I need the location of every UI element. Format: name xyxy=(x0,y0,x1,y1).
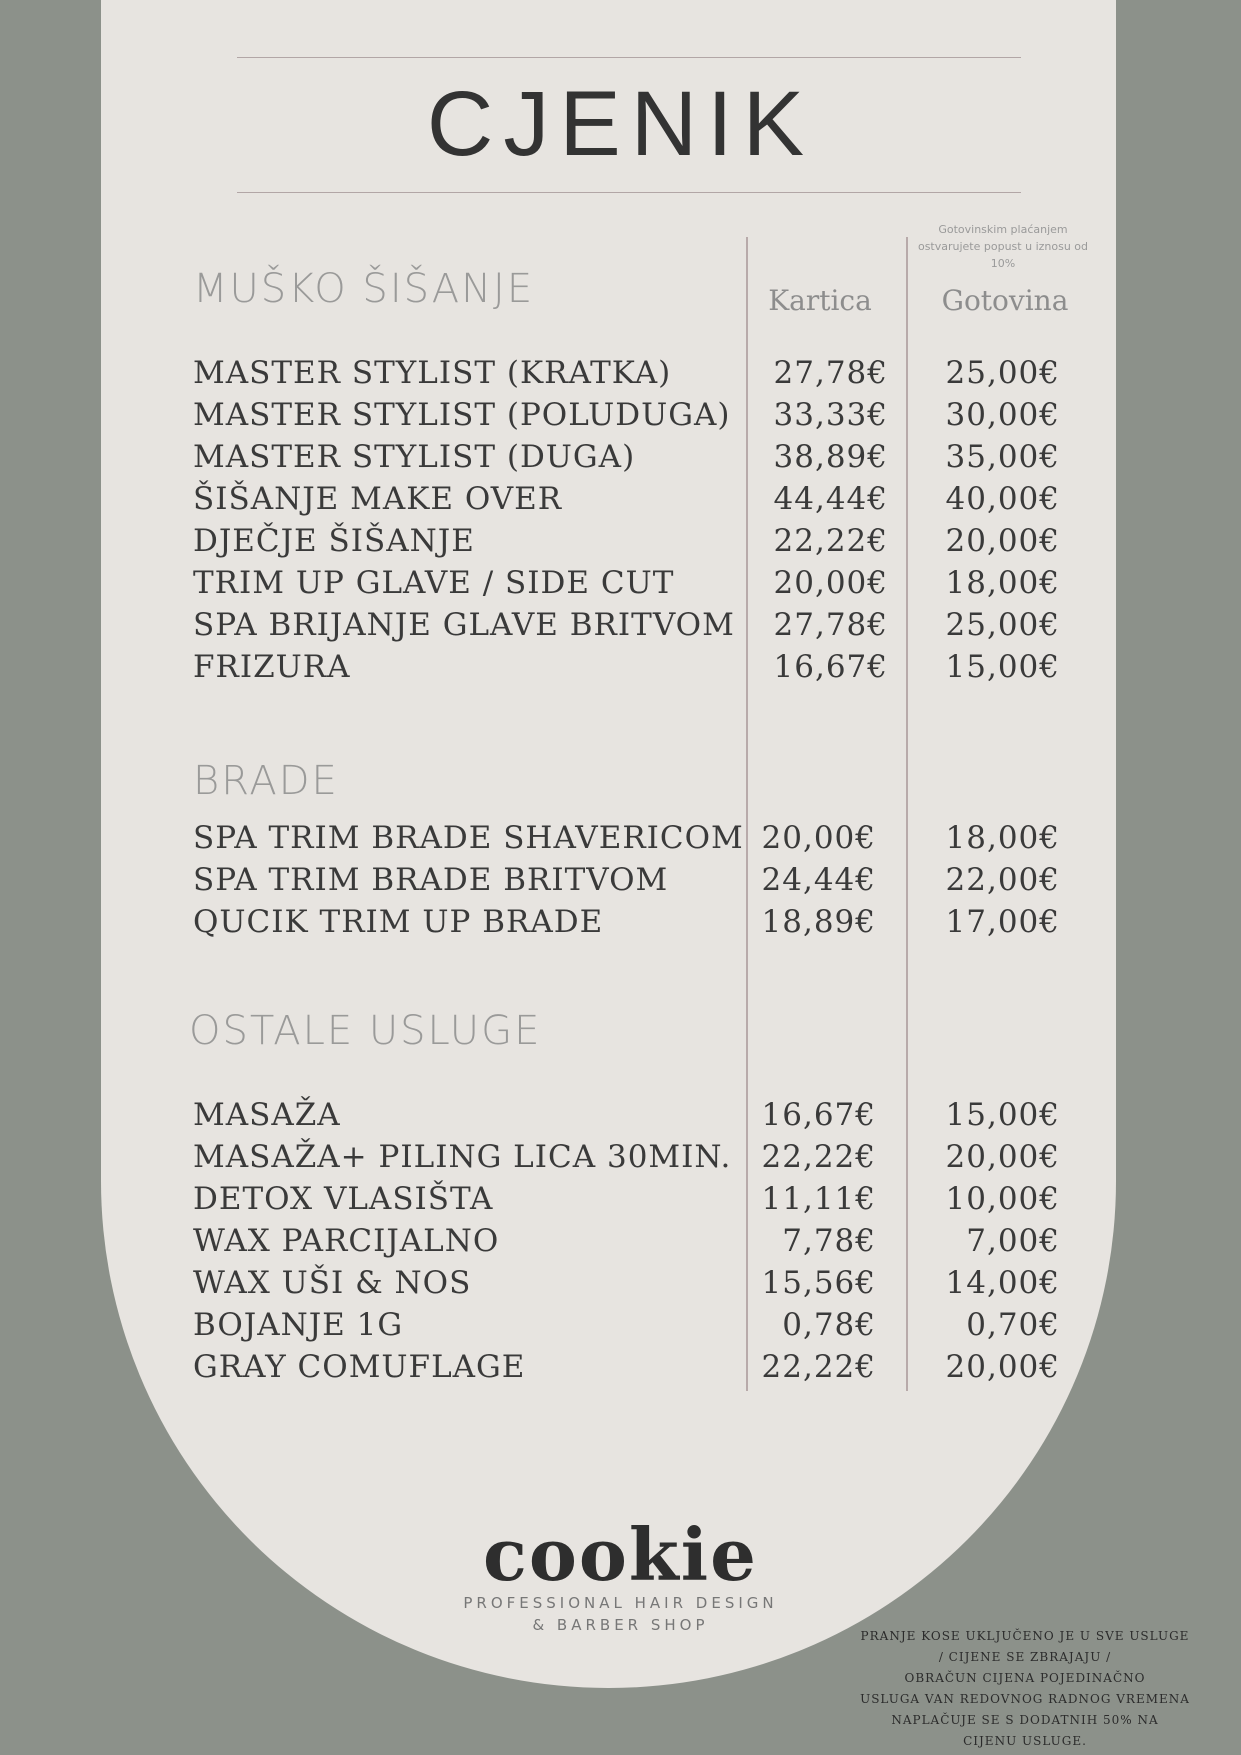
cash-discount-note xyxy=(905,221,1101,272)
cash-price: 14,00€ xyxy=(945,1265,1060,1301)
cash-price: 25,00€ xyxy=(945,607,1060,643)
service-name: GRAY COMUFLAGE xyxy=(193,1349,526,1385)
cash-column-header: Gotovina xyxy=(941,284,1069,317)
price-row xyxy=(193,439,1073,481)
service-name: BOJANJE 1G xyxy=(193,1307,404,1343)
cash-price: 25,00€ xyxy=(945,355,1060,391)
cash-price: 20,00€ xyxy=(945,1349,1060,1385)
cash-price: 20,00€ xyxy=(945,1139,1060,1175)
price-row xyxy=(193,1097,1073,1139)
card-price: 0,78€ xyxy=(782,1307,876,1343)
price-row xyxy=(193,904,1073,946)
service-name: TRIM UP GLAVE / SIDE CUT xyxy=(193,565,675,601)
price-row xyxy=(193,1139,1073,1181)
card-price: 11,11€ xyxy=(761,1181,876,1217)
price-row xyxy=(193,1265,1073,1307)
price-row xyxy=(193,1349,1073,1391)
section-title-ostale-usluge: OSTALE USLUGE xyxy=(189,1008,542,1054)
cash-price: 17,00€ xyxy=(945,904,1060,940)
service-name: WAX PARCIJALNO xyxy=(193,1223,500,1259)
price-row xyxy=(193,1181,1073,1223)
card-column-header: Kartica xyxy=(768,284,872,317)
service-name: MASTER STYLIST (KRATKA) xyxy=(193,355,672,391)
service-name: MASTER STYLIST (POLUDUGA) xyxy=(193,397,731,433)
service-name: MASTER STYLIST (DUGA) xyxy=(193,439,636,475)
bottom-rule xyxy=(237,192,1021,193)
service-name: MASAŽA+ PILING LICA 30MIN. xyxy=(193,1139,732,1175)
price-row xyxy=(193,565,1073,607)
service-name: DJEČJE ŠIŠANJE xyxy=(193,523,475,559)
card-price: 22,22€ xyxy=(773,523,888,559)
cash-note-line: ostvarujete popust u iznosu od xyxy=(917,240,1089,253)
section-title-brade: BRADE xyxy=(193,758,339,804)
price-row xyxy=(193,1307,1073,1349)
card-price: 33,33€ xyxy=(773,397,888,433)
cash-price: 35,00€ xyxy=(945,439,1060,475)
service-name: QUCIK TRIM UP BRADE xyxy=(193,904,604,940)
footnote-line: USLUGA VAN REDOVNOG RADNOG VREMENA xyxy=(860,1692,1190,1706)
cash-note-line: Gotovinskim plaćanjem xyxy=(938,223,1068,236)
price-row xyxy=(193,820,1073,862)
card-price: 16,67€ xyxy=(761,1097,876,1133)
price-row xyxy=(193,355,1073,397)
service-name: ŠIŠANJE MAKE OVER xyxy=(193,481,563,517)
footnote-line: PRANJE KOSE UKLJUČENO JE U SVE USLUGE xyxy=(860,1629,1190,1643)
card-price: 44,44€ xyxy=(773,481,888,517)
price-row xyxy=(193,862,1073,904)
card-price: 27,78€ xyxy=(773,355,888,391)
card-price: 20,00€ xyxy=(761,820,876,856)
cash-price: 15,00€ xyxy=(945,1097,1060,1133)
card-price: 16,67€ xyxy=(773,649,888,685)
card-price: 18,89€ xyxy=(761,904,876,940)
price-row xyxy=(193,481,1073,523)
price-row xyxy=(193,607,1073,649)
price-row xyxy=(193,523,1073,565)
section-title-musko-sisanje: MUŠKO ŠIŠANJE xyxy=(193,266,535,312)
card-price: 24,44€ xyxy=(761,862,876,898)
card-price: 27,78€ xyxy=(773,607,888,643)
pricing-footnote xyxy=(860,1626,1190,1752)
service-name: MASAŽA xyxy=(193,1097,341,1133)
service-name: FRIZURA xyxy=(193,649,351,685)
cash-price: 20,00€ xyxy=(945,523,1060,559)
price-row xyxy=(193,649,1073,691)
service-name: SPA TRIM BRADE BRITVOM xyxy=(193,862,669,898)
service-name: WAX UŠI & NOS xyxy=(193,1265,472,1301)
price-row xyxy=(193,1223,1073,1265)
cookie-logo: cookie xyxy=(483,1512,758,1597)
footnote-line: CIJENU USLUGE. xyxy=(963,1734,1087,1748)
cash-price: 40,00€ xyxy=(945,481,1060,517)
cash-price: 22,00€ xyxy=(945,862,1060,898)
footnote-line: NAPLAČUJE SE S DODATNIH 50% NA xyxy=(891,1713,1159,1727)
service-name: SPA TRIM BRADE SHAVERICOM xyxy=(193,820,744,856)
card-price: 22,22€ xyxy=(761,1349,876,1385)
price-row xyxy=(193,397,1073,439)
cash-price: 0,70€ xyxy=(966,1307,1060,1343)
cash-price: 30,00€ xyxy=(945,397,1060,433)
footnote-line: OBRAČUN CIJENA POJEDINAČNO xyxy=(904,1671,1146,1685)
card-price: 20,00€ xyxy=(773,565,888,601)
top-rule xyxy=(237,57,1021,58)
cash-price: 10,00€ xyxy=(945,1181,1060,1217)
cash-note-line: 10% xyxy=(990,257,1016,270)
service-name: SPA BRIJANJE GLAVE BRITVOM xyxy=(193,607,735,643)
card-price: 15,56€ xyxy=(761,1265,876,1301)
cash-price: 18,00€ xyxy=(945,565,1060,601)
cash-price: 7,00€ xyxy=(966,1223,1060,1259)
card-price: 22,22€ xyxy=(761,1139,876,1175)
page-title: CJENIK xyxy=(426,73,815,175)
logo-tagline: & BARBER SHOP xyxy=(532,1616,709,1634)
cash-price: 15,00€ xyxy=(945,649,1060,685)
footnote-line: / CIJENE SE ZBRAJAJU / xyxy=(938,1650,1112,1664)
service-name: DETOX VLASIŠTA xyxy=(193,1181,494,1217)
cash-price: 18,00€ xyxy=(945,820,1060,856)
card-price: 7,78€ xyxy=(782,1223,876,1259)
card-price: 38,89€ xyxy=(773,439,888,475)
logo-tagline: PROFESSIONAL HAIR DESIGN xyxy=(463,1594,778,1612)
